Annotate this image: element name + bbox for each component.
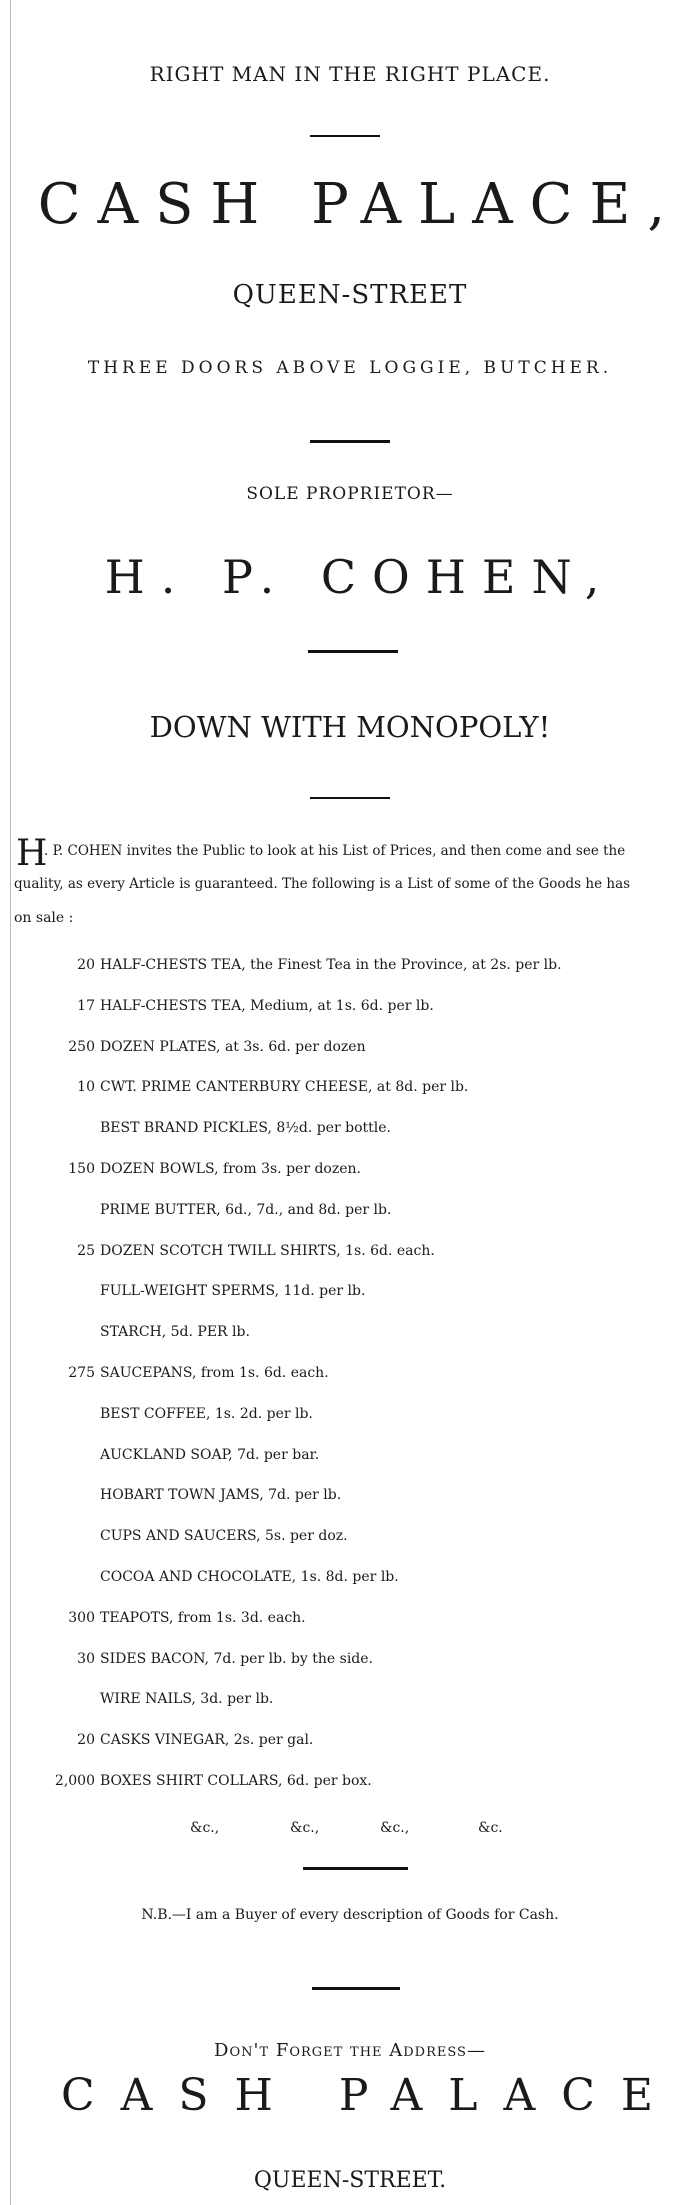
price-list-item: DOZEN PLATES, at 3s. 6d. per dozen xyxy=(100,1039,366,1055)
intro-line-2: quality, as every Article is guaranteed. The following is a List of some of the Goods he has xyxy=(14,876,631,892)
price-list-item: STARCH, 5d. PER lb. xyxy=(100,1324,250,1340)
price-list-item: PRIME BUTTER, 6d., 7d., and 8d. per lb. xyxy=(100,1202,392,1218)
divider-3 xyxy=(308,650,398,653)
divider-1 xyxy=(310,135,380,137)
price-list-qty: 10 xyxy=(77,1079,95,1095)
etc-mark: &c., xyxy=(380,1820,410,1836)
price-list-item: DOZEN BOWLS, from 3s. per dozen. xyxy=(100,1161,361,1177)
price-list-qty: 25 xyxy=(77,1243,95,1259)
price-list-item: HOBART TOWN JAMS, 7d. per lb. xyxy=(100,1487,342,1503)
price-list-item: CUPS AND SAUCERS, 5s. per doz. xyxy=(100,1528,348,1544)
price-list-qty: 20 xyxy=(77,1732,95,1748)
price-list-item: BEST BRAND PICKLES, 8½d. per bottle. xyxy=(100,1120,391,1136)
price-list-qty: 17 xyxy=(77,998,95,1014)
headline: DOWN WITH MONOPOLY! xyxy=(149,710,551,744)
price-list-item: HALF-CHESTS TEA, Medium, at 1s. 6d. per lb. xyxy=(100,998,434,1014)
price-list-item: CWT. PRIME CANTERBURY CHEESE, at 8d. per lb. xyxy=(100,1079,469,1095)
etc-mark: &c., xyxy=(190,1820,220,1836)
footer-street: QUEEN-STREET. xyxy=(253,2168,447,2193)
price-list-item: CASKS VINEGAR, 2s. per gal. xyxy=(100,1732,314,1748)
store-name-heading: CASH PALACE, xyxy=(37,172,683,237)
price-list-qty: 2,000 xyxy=(54,1773,95,1789)
price-list-item: AUCKLAND SOAP, 7d. per bar. xyxy=(100,1447,320,1463)
divider-5 xyxy=(303,1867,408,1870)
slogan: RIGHT MAN IN THE RIGHT PLACE. xyxy=(149,62,551,86)
location-line: THREE DOORS ABOVE LOGGIE, BUTCHER. xyxy=(87,358,613,378)
price-list-item: WIRE NAILS, 3d. per lb. xyxy=(100,1691,274,1707)
street-name: QUEEN-STREET xyxy=(232,280,468,310)
price-list-qty: 250 xyxy=(68,1039,95,1055)
proprietor-name: H. P. COHEN, xyxy=(104,550,616,604)
divider-4 xyxy=(310,797,390,799)
price-list-qty: 300 xyxy=(68,1610,95,1626)
price-list-item: TEAPOTS, from 1s. 3d. each. xyxy=(100,1610,306,1626)
drop-cap: H xyxy=(16,833,48,874)
intro-line-1: . P. COHEN invites the Public to look at his List of Prices, and then come and see the xyxy=(44,843,626,859)
price-list-item: HALF-CHESTS TEA, the Finest Tea in the Province, at 2s. per lb. xyxy=(100,957,562,973)
intro-line-3: on sale : xyxy=(14,910,74,926)
divider-6 xyxy=(312,1987,400,1990)
price-list-item: SIDES BACON, 7d. per lb. by the side. xyxy=(100,1651,374,1667)
proprietor-label: SOLE PROPRIETOR— xyxy=(246,484,454,504)
price-list-item: BEST COFFEE, 1s. 2d. per lb. xyxy=(100,1406,313,1422)
divider-2 xyxy=(310,440,390,443)
etc-mark: &c., xyxy=(290,1820,320,1836)
price-list-qty: 275 xyxy=(68,1365,95,1381)
price-list-item: FULL-WEIGHT SPERMS, 11d. per lb. xyxy=(100,1283,366,1299)
price-list-item: BOXES SHIRT COLLARS, 6d. per box. xyxy=(100,1773,372,1789)
price-list-item: SAUCEPANS, from 1s. 6d. each. xyxy=(100,1365,329,1381)
price-list-item: COCOA AND CHOCOLATE, 1s. 8d. per lb. xyxy=(100,1569,399,1585)
price-list-qty: 150 xyxy=(68,1161,95,1177)
buyer-note: N.B.—I am a Buyer of every description of Goods for Cash. xyxy=(141,1907,559,1923)
footer-store-name: CASH PALACE xyxy=(60,2070,680,2121)
price-list-qty: 30 xyxy=(77,1651,95,1667)
address-reminder: Don't Forget the Address— xyxy=(214,2040,486,2061)
price-list-qty: 20 xyxy=(77,957,95,973)
page-left-border xyxy=(10,0,11,2205)
etc-mark: &c. xyxy=(478,1820,503,1836)
price-list-item: DOZEN SCOTCH TWILL SHIRTS, 1s. 6d. each. xyxy=(100,1243,435,1259)
